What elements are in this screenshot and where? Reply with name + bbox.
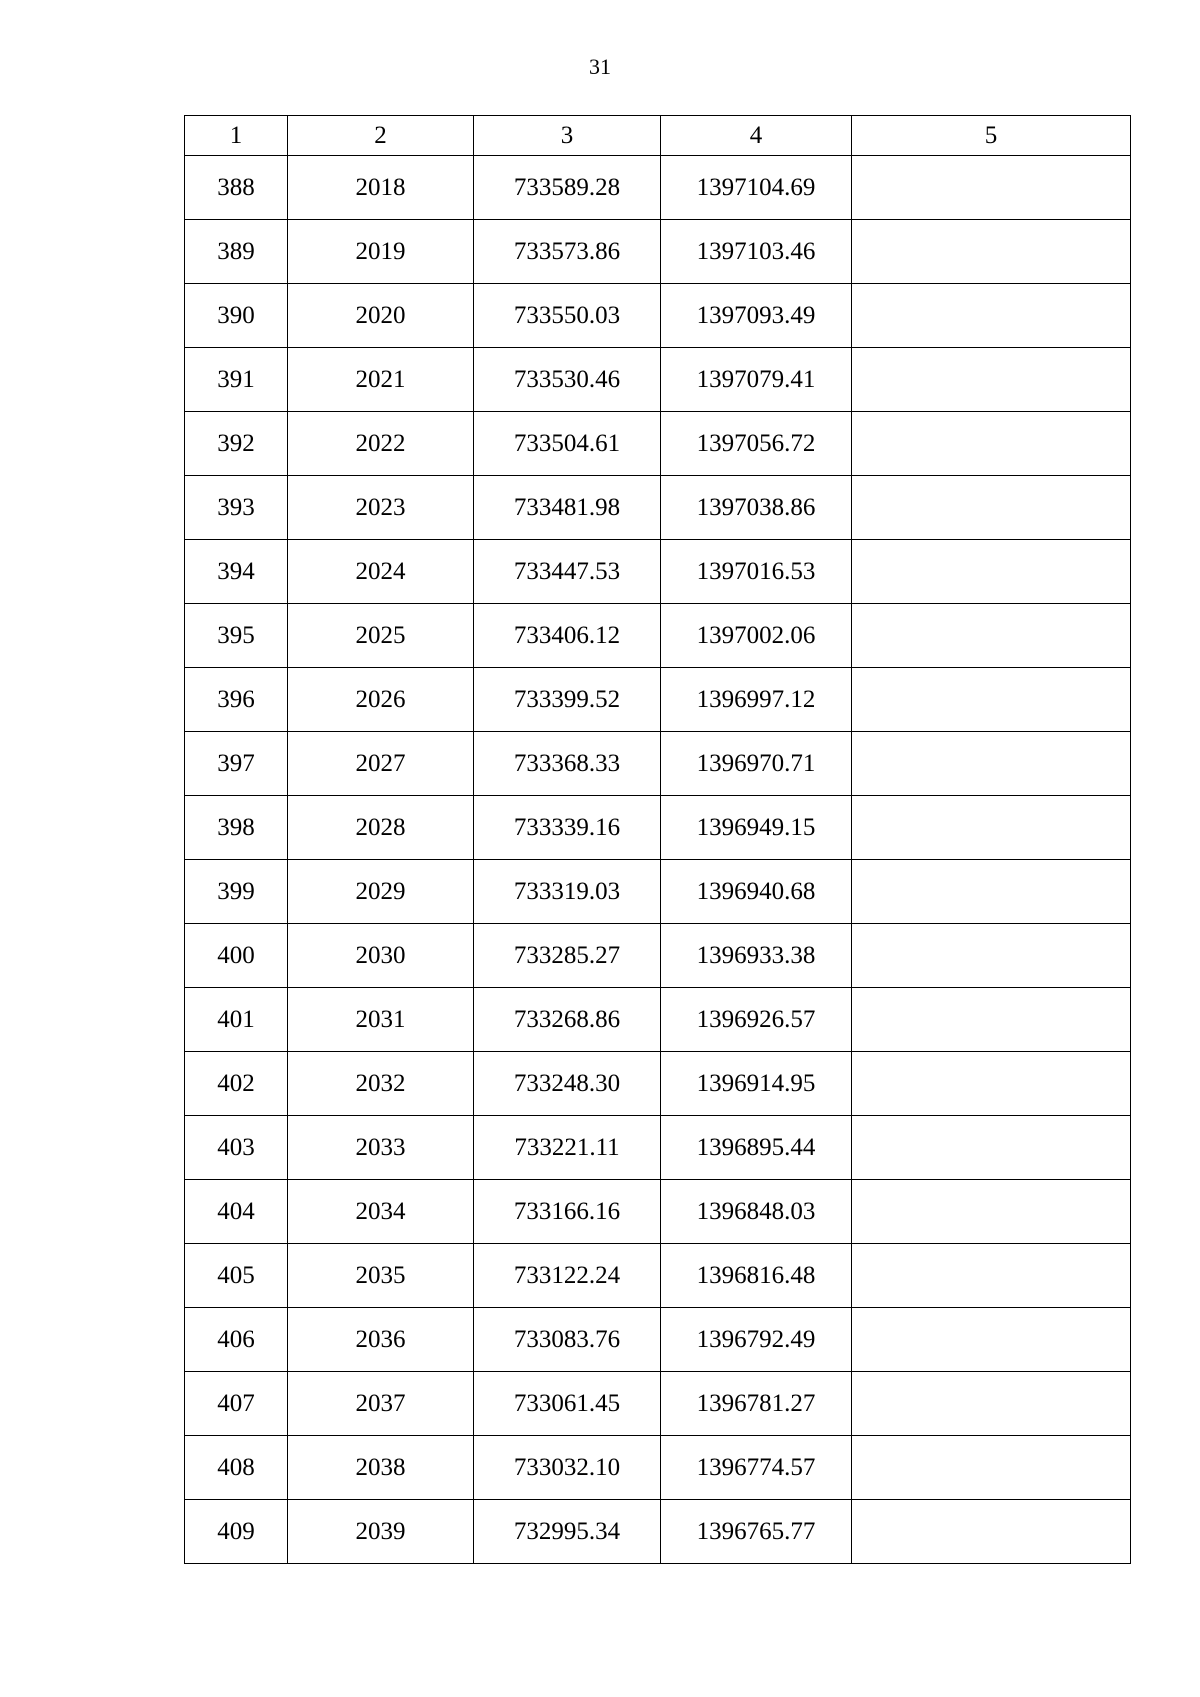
row-number-cell: 392 [185, 412, 288, 476]
x-coordinate-cell: 733406.12 [474, 604, 661, 668]
row-number-cell: 401 [185, 988, 288, 1052]
table-row [185, 924, 1131, 988]
y-coordinate-cell: 1396949.15 [661, 796, 852, 860]
point-id-cell: 2022 [288, 412, 474, 476]
y-coordinate-cell: 1397104.69 [661, 156, 852, 220]
x-coordinate-cell: 733268.86 [474, 988, 661, 1052]
table-body [185, 156, 1131, 1564]
y-coordinate-cell: 1396970.71 [661, 732, 852, 796]
table-row [185, 1244, 1131, 1308]
x-coordinate-cell: 733061.45 [474, 1372, 661, 1436]
column-header-4: 4 [661, 116, 852, 156]
point-id-cell: 2025 [288, 604, 474, 668]
point-id-cell: 2030 [288, 924, 474, 988]
note-cell [852, 348, 1131, 412]
y-coordinate-cell: 1397056.72 [661, 412, 852, 476]
note-cell [852, 924, 1131, 988]
x-coordinate-cell: 733550.03 [474, 284, 661, 348]
table-row [185, 1116, 1131, 1180]
note-cell [852, 1116, 1131, 1180]
note-cell [852, 988, 1131, 1052]
table-row [185, 732, 1131, 796]
y-coordinate-cell: 1396895.44 [661, 1116, 852, 1180]
table-row [185, 348, 1131, 412]
table-row [185, 1308, 1131, 1372]
note-cell [852, 476, 1131, 540]
y-coordinate-cell: 1396997.12 [661, 668, 852, 732]
row-number-cell: 400 [185, 924, 288, 988]
x-coordinate-cell: 733221.11 [474, 1116, 661, 1180]
row-number-cell: 406 [185, 1308, 288, 1372]
x-coordinate-cell: 733447.53 [474, 540, 661, 604]
table-row [185, 796, 1131, 860]
y-coordinate-cell: 1397093.49 [661, 284, 852, 348]
row-number-cell: 388 [185, 156, 288, 220]
y-coordinate-cell: 1396774.57 [661, 1436, 852, 1500]
point-id-cell: 2019 [288, 220, 474, 284]
table-row [185, 284, 1131, 348]
point-id-cell: 2032 [288, 1052, 474, 1116]
x-coordinate-cell: 733339.16 [474, 796, 661, 860]
x-coordinate-cell: 733285.27 [474, 924, 661, 988]
point-id-cell: 2031 [288, 988, 474, 1052]
table-row [185, 604, 1131, 668]
note-cell [852, 1436, 1131, 1500]
point-id-cell: 2033 [288, 1116, 474, 1180]
note-cell [852, 668, 1131, 732]
row-number-cell: 396 [185, 668, 288, 732]
y-coordinate-cell: 1396848.03 [661, 1180, 852, 1244]
point-id-cell: 2028 [288, 796, 474, 860]
table-row [185, 1052, 1131, 1116]
x-coordinate-cell: 733530.46 [474, 348, 661, 412]
x-coordinate-cell: 733122.24 [474, 1244, 661, 1308]
note-cell [852, 1500, 1131, 1564]
row-number-cell: 391 [185, 348, 288, 412]
row-number-cell: 398 [185, 796, 288, 860]
point-id-cell: 2023 [288, 476, 474, 540]
x-coordinate-cell: 733319.03 [474, 860, 661, 924]
row-number-cell: 408 [185, 1436, 288, 1500]
y-coordinate-cell: 1396914.95 [661, 1052, 852, 1116]
y-coordinate-cell: 1397038.86 [661, 476, 852, 540]
note-cell [852, 540, 1131, 604]
row-number-cell: 407 [185, 1372, 288, 1436]
point-id-cell: 2027 [288, 732, 474, 796]
table-row [185, 412, 1131, 476]
y-coordinate-cell: 1397079.41 [661, 348, 852, 412]
y-coordinate-cell: 1396765.77 [661, 1500, 852, 1564]
y-coordinate-cell: 1396816.48 [661, 1244, 852, 1308]
column-header-3: 3 [474, 116, 661, 156]
x-coordinate-cell: 733481.98 [474, 476, 661, 540]
note-cell [852, 796, 1131, 860]
table-row [185, 220, 1131, 284]
x-coordinate-cell: 733399.52 [474, 668, 661, 732]
x-coordinate-cell: 733083.76 [474, 1308, 661, 1372]
point-id-cell: 2037 [288, 1372, 474, 1436]
point-id-cell: 2026 [288, 668, 474, 732]
column-header-5: 5 [852, 116, 1131, 156]
note-cell [852, 412, 1131, 476]
note-cell [852, 1308, 1131, 1372]
row-number-cell: 393 [185, 476, 288, 540]
table-row [185, 540, 1131, 604]
x-coordinate-cell: 733032.10 [474, 1436, 661, 1500]
table-row [185, 860, 1131, 924]
table-row [185, 1180, 1131, 1244]
x-coordinate-cell: 733573.86 [474, 220, 661, 284]
row-number-cell: 389 [185, 220, 288, 284]
row-number-cell: 397 [185, 732, 288, 796]
table-row [185, 476, 1131, 540]
page-number: 31 [589, 54, 611, 79]
y-coordinate-cell: 1396792.49 [661, 1308, 852, 1372]
note-cell [852, 604, 1131, 668]
y-coordinate-cell: 1397016.53 [661, 540, 852, 604]
row-number-cell: 394 [185, 540, 288, 604]
note-cell [852, 220, 1131, 284]
table-row [185, 156, 1131, 220]
point-id-cell: 2034 [288, 1180, 474, 1244]
column-header-1: 1 [185, 116, 288, 156]
note-cell [852, 1052, 1131, 1116]
note-cell [852, 1244, 1131, 1308]
y-coordinate-cell: 1396926.57 [661, 988, 852, 1052]
note-cell [852, 1180, 1131, 1244]
y-coordinate-cell: 1397002.06 [661, 604, 852, 668]
column-header-2: 2 [288, 116, 474, 156]
y-coordinate-cell: 1397103.46 [661, 220, 852, 284]
x-coordinate-cell: 733166.16 [474, 1180, 661, 1244]
x-coordinate-cell: 733368.33 [474, 732, 661, 796]
note-cell [852, 860, 1131, 924]
table-row [185, 668, 1131, 732]
table-header [185, 116, 1131, 156]
x-coordinate-cell: 733589.28 [474, 156, 661, 220]
point-id-cell: 2020 [288, 284, 474, 348]
row-number-cell: 395 [185, 604, 288, 668]
row-number-cell: 404 [185, 1180, 288, 1244]
note-cell [852, 1372, 1131, 1436]
note-cell [852, 732, 1131, 796]
x-coordinate-cell: 732995.34 [474, 1500, 661, 1564]
table-row [185, 1372, 1131, 1436]
row-number-cell: 390 [185, 284, 288, 348]
y-coordinate-cell: 1396940.68 [661, 860, 852, 924]
note-cell [852, 284, 1131, 348]
y-coordinate-cell: 1396933.38 [661, 924, 852, 988]
point-id-cell: 2039 [288, 1500, 474, 1564]
point-id-cell: 2035 [288, 1244, 474, 1308]
point-id-cell: 2029 [288, 860, 474, 924]
table-row [185, 1500, 1131, 1564]
point-id-cell: 2021 [288, 348, 474, 412]
row-number-cell: 403 [185, 1116, 288, 1180]
row-number-cell: 405 [185, 1244, 288, 1308]
point-id-cell: 2036 [288, 1308, 474, 1372]
point-id-cell: 2024 [288, 540, 474, 604]
coordinates-table [184, 115, 1131, 1564]
note-cell [852, 156, 1131, 220]
row-number-cell: 409 [185, 1500, 288, 1564]
y-coordinate-cell: 1396781.27 [661, 1372, 852, 1436]
x-coordinate-cell: 733248.30 [474, 1052, 661, 1116]
row-number-cell: 402 [185, 1052, 288, 1116]
point-id-cell: 2018 [288, 156, 474, 220]
row-number-cell: 399 [185, 860, 288, 924]
point-id-cell: 2038 [288, 1436, 474, 1500]
x-coordinate-cell: 733504.61 [474, 412, 661, 476]
header-row [185, 116, 1131, 156]
table-row [185, 1436, 1131, 1500]
table-row [185, 988, 1131, 1052]
